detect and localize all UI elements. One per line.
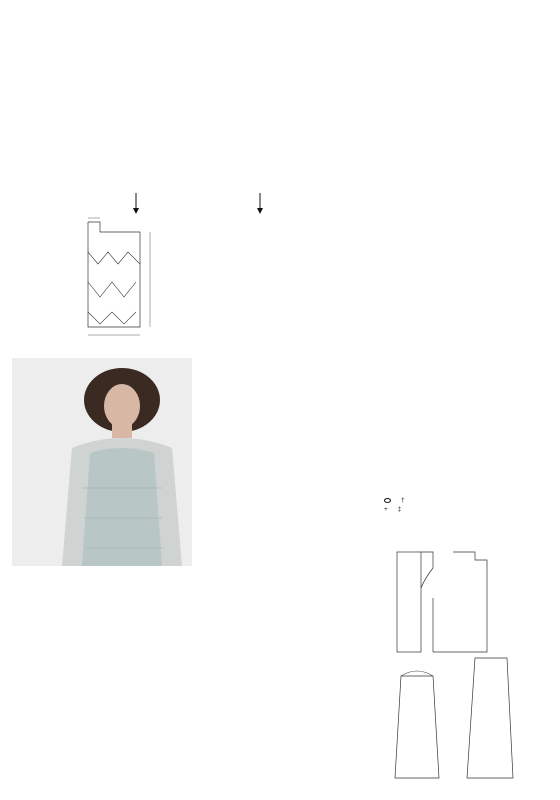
legend: [384, 494, 544, 513]
middle-column: [199, 222, 370, 224]
dress-pattern-diagram: [80, 212, 195, 352]
legend-item-chain: [384, 497, 391, 504]
left-column: [12, 632, 172, 634]
legend-item-tr: ‡: [397, 506, 402, 513]
schemes-1-3-chart: [368, 185, 548, 485]
scheme-1-chart: [18, 28, 368, 218]
model-photo: [12, 358, 192, 566]
right-column: [376, 44, 546, 46]
bolero-pattern-diagram: [375, 538, 550, 788]
legend-item-dc: †: [401, 497, 405, 504]
legend-item-sc: +: [384, 506, 388, 513]
